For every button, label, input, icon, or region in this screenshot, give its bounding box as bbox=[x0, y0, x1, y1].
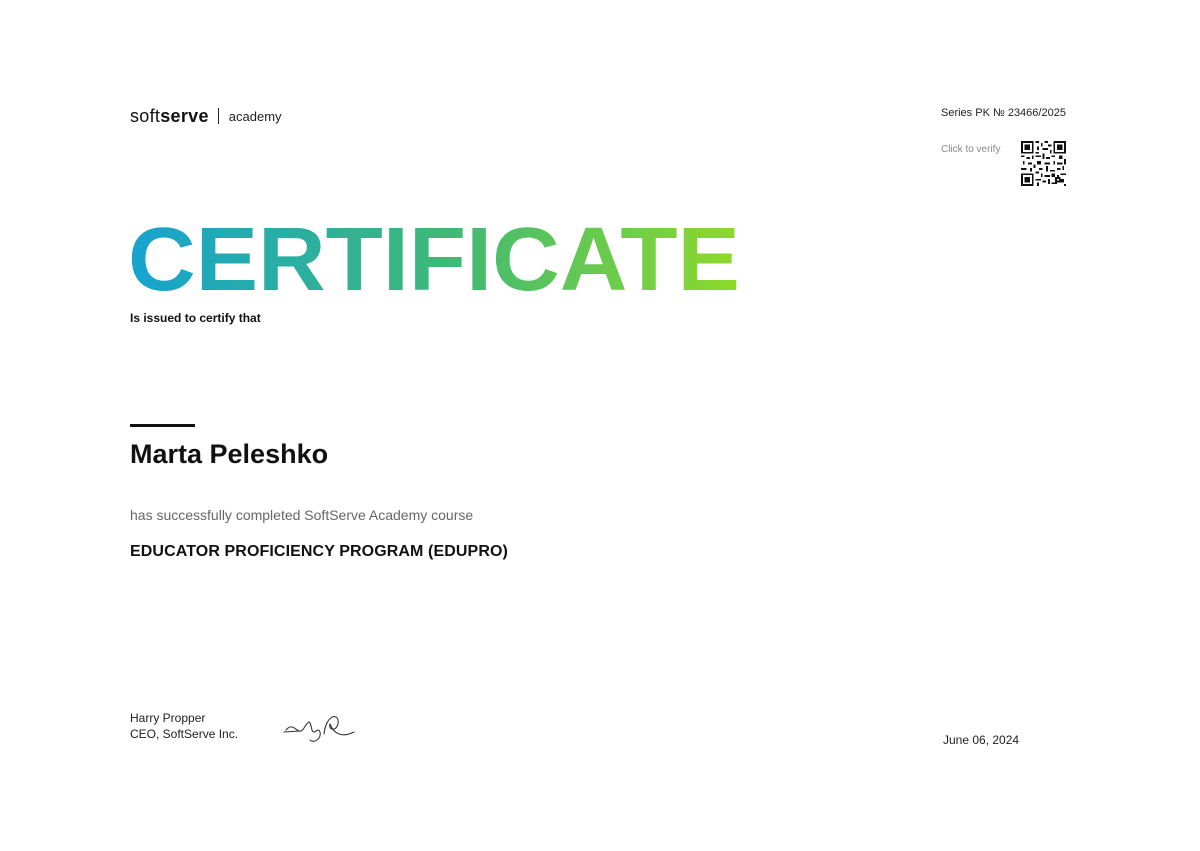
issue-date: June 06, 2024 bbox=[943, 733, 1020, 747]
series-number: Series PK № 23466/2025 bbox=[941, 107, 1066, 119]
certificate-title bbox=[128, 210, 748, 310]
completion-statement: has successfully completed SoftServe Academy course bbox=[130, 507, 474, 523]
logo-brand bbox=[130, 106, 209, 127]
click-to-verify-link[interactable]: Click to verify bbox=[941, 144, 1001, 155]
signature-icon bbox=[280, 708, 360, 748]
logo-brand-serve: serve bbox=[160, 105, 209, 126]
qr-code-icon[interactable] bbox=[1021, 141, 1066, 186]
signer-name: Harry Propper bbox=[130, 711, 206, 725]
course-name: EDUCATOR PROFICIENCY PROGRAM (EDUPRO) bbox=[130, 543, 508, 560]
logo-brand-soft: soft bbox=[130, 105, 161, 126]
name-divider bbox=[130, 424, 195, 427]
issued-to-text: Is issued to certify that bbox=[130, 311, 261, 325]
logo-academy-label: academy bbox=[228, 108, 282, 124]
recipient-name: Marta Peleshko bbox=[130, 439, 329, 469]
certificate-title-text: CERTIFICATE bbox=[128, 210, 740, 310]
signer-role: CEO, SoftServe Inc. bbox=[130, 727, 239, 741]
softserve-academy-logo bbox=[130, 104, 282, 128]
logo-separator bbox=[218, 108, 219, 124]
